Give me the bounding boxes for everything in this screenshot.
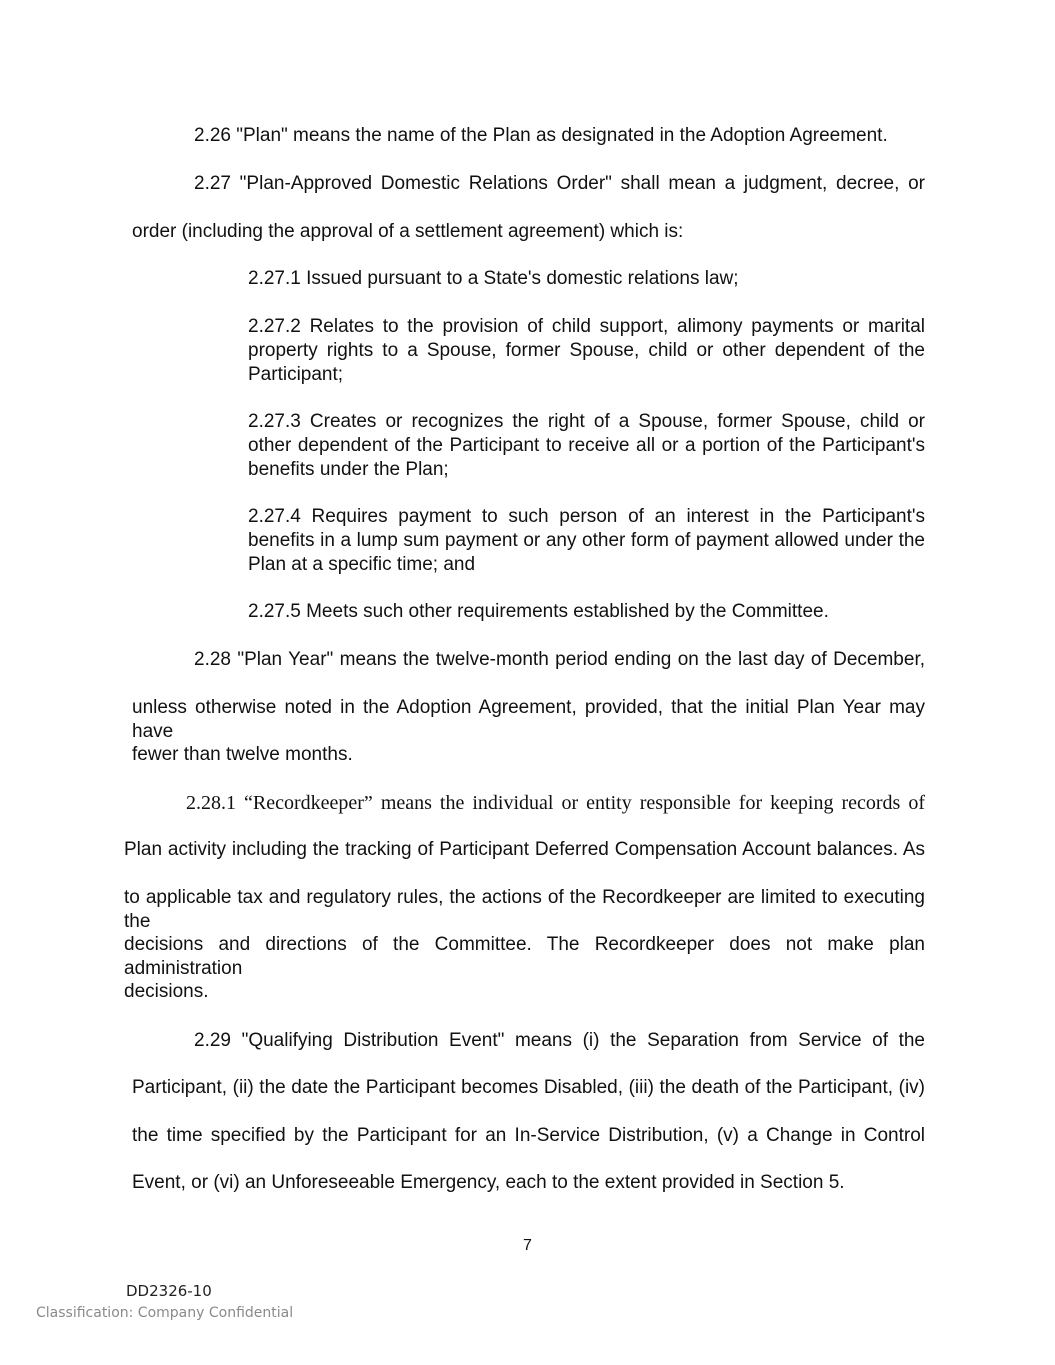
section-2-27-line-1: 2.27 "Plan-Approved Domestic Relations Order" shall mean a judgment, decree, or [194,173,925,194]
section-2-28-1-line-4: decisions and directions of the Committee. The Recordkeeper does not make plan administration [124,934,925,979]
section-2-28-1-line-1: 2.28.1 “Recordkeeper” means the individual or entity responsible for keeping records of [186,792,925,814]
section-2-26: 2.26 "Plan" means the name of the Plan as designated in the Adoption Agreement. [194,125,888,146]
section-2-29-line-1: 2.29 "Qualifying Distribution Event" means (i) the Separation from Service of the [194,1030,925,1051]
section-2-27-2: 2.27.2 Relates to the provision of child support, alimony payments or marital property rights to a Spouse, former Spouse, child or other dependent of the Participant; [248,316,925,385]
section-2-27-line-2: order (including the approval of a settlement agreement) which is: [132,221,684,242]
section-2-28-1-line-2: Plan activity including the tracking of Participant Deferred Compensation Account balances. As [124,839,925,860]
section-2-27-3: 2.27.3 Creates or recognizes the right of a Spouse, former Spouse, child or other dependent of the Participant to receive all or a portion of the Participant's benefits under the Plan; [248,411,925,480]
section-2-28-line-1: 2.28 "Plan Year" means the twelve-month period ending on the last day of December, [194,649,925,670]
page-number: 7 [523,1237,532,1254]
section-2-28-line-2: unless otherwise noted in the Adoption Agreement, provided, that the initial Plan Year may have [132,697,925,742]
section-2-29-line-2: Participant, (ii) the date the Participant becomes Disabled, (iii) the death of the Participant, (iv) [132,1077,925,1098]
classification-label: Classification: Company Confidential [36,1305,294,1321]
section-2-28-1-line-3: to applicable tax and regulatory rules, the actions of the Recordkeeper are limited to executing the [124,887,925,932]
document-id: DD2326-10 [126,1282,212,1300]
section-2-28-1-line-5: decisions. [124,981,209,1002]
section-2-28-line-3: fewer than twelve months. [132,744,353,765]
section-2-27-4: 2.27.4 Requires payment to such person of an interest in the Participant's benefits in a lump sum payment or any other form of payment allowed under the Plan at a specific time; and [248,506,925,575]
section-2-27-1: 2.27.1 Issued pursuant to a State's domestic relations law; [248,268,739,289]
section-2-29-line-4: Event, or (vi) an Unforeseeable Emergency, each to the extent provided in Section 5. [132,1172,845,1193]
section-2-27-5: 2.27.5 Meets such other requirements established by the Committee. [248,601,829,622]
section-2-29-line-3: the time specified by the Participant for an In-Service Distribution, (v) a Change in Control [132,1125,925,1146]
